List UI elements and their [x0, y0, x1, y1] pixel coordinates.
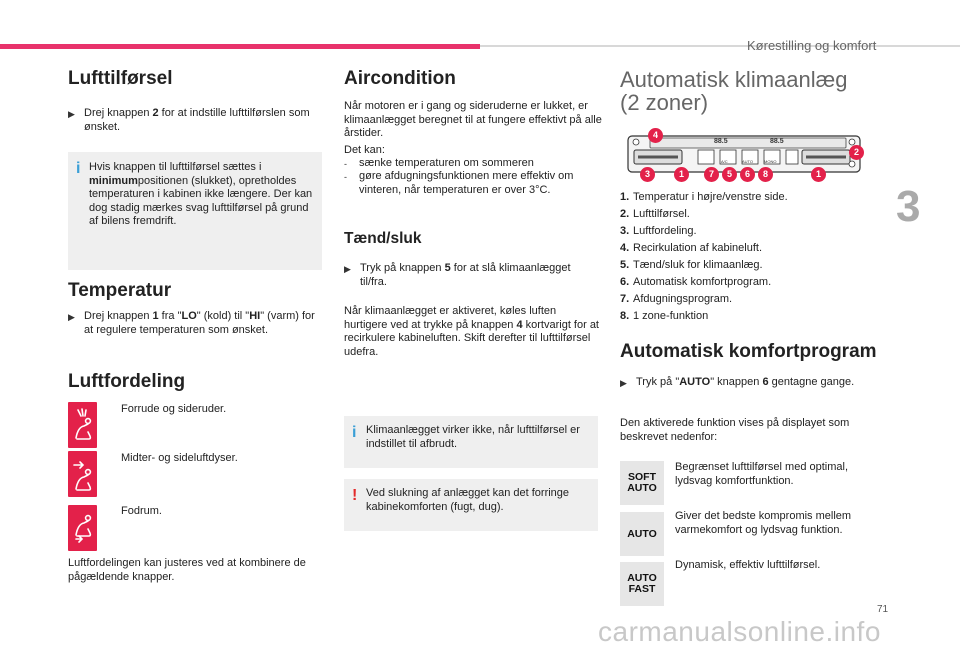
aircon-info-box: [344, 416, 598, 468]
panel-display-right: 88.5: [770, 138, 784, 145]
temperature-heading: Temperatur: [68, 280, 172, 301]
temperature-instruction: ▶ Drej knappen 1 fra "LO" (kold) til "HI" (varm) for at regulere temperaturen som ønsket.: [68, 310, 315, 336]
distribution-label-windshield: Forrude og sideruder.: [121, 403, 227, 415]
aircon-intro: Når motoren er i gang og sideruderne er lukket, er klimaanlægget beregnet til at fungere effektivt på alle årstider.: [344, 100, 602, 139]
callout-2: 2: [849, 145, 864, 160]
windshield-airflow-icon: [68, 402, 97, 448]
info-icon: i: [352, 424, 357, 441]
distribution-label-face: Midter- og sideluftdyser.: [121, 452, 238, 464]
legend-item: 5. Tænd/sluk for klimaanlæg.: [620, 259, 763, 271]
callout-1-right: 1: [811, 167, 826, 182]
air-supply-info-box: [68, 152, 322, 270]
auto-fast-description: Dynamisk, effektiv lufttilførsel.: [675, 559, 821, 571]
air-supply-heading: Lufttilførsel: [68, 68, 173, 89]
panel-display-left: 88.5: [714, 138, 728, 145]
watermark: carmanualsonline.info: [598, 616, 881, 647]
warning-icon: !: [352, 487, 358, 504]
on-off-instruction: ▶ Tryk på knappen 5 for at slå klimaanlægget til/fra.: [344, 262, 571, 288]
aircon-warning-text: Ved slukning af anlægget kan det forringe kabinekomforten (fugt, dug).: [366, 487, 570, 513]
legend-item: 1. Temperatur i højre/venstre side.: [620, 191, 788, 203]
info-icon: i: [76, 160, 81, 177]
arrow-bullet-icon: ▶: [68, 109, 75, 119]
arrow-bullet-icon: ▶: [344, 264, 351, 274]
callout-7: 7: [704, 167, 719, 182]
panel-legend: [620, 191, 860, 327]
legend-item: 6. Automatisk komfortprogram.: [620, 276, 772, 288]
auto-icon: AUTO: [620, 512, 664, 556]
legend-item: 8. 1 zone-funktion: [620, 310, 709, 322]
air-supply-info-text: Hvis knappen til lufttilførsel sættes i minimumpositionen (slukket), opretholdes temperaturen i kabinen ikke længere. Der kan dog stadig mærkes svag lufttilførsel på grund af bilens fremdrift.: [89, 161, 313, 227]
air-distribution-heading: Luftfordeling: [68, 371, 186, 392]
on-off-paragraph: Når klimaanlægget er aktiveret, køles luften hurtigere ved at trykke på knappen 4 kortvarigt for at recirkulere kabineluften. Skift derefter til lufttilførsel udefra.: [344, 305, 599, 358]
callout-1: 1: [674, 167, 689, 182]
callout-5: 5: [722, 167, 737, 182]
legend-item: 2. Lufttilførsel.: [620, 208, 690, 220]
aircon-warning-box: [344, 479, 598, 531]
auto-comfort-instruction: ▶ Tryk på "AUTO" knappen 6 gentagne gange.: [620, 376, 870, 391]
aircon-heading: Aircondition: [344, 68, 456, 89]
page-number: 71: [877, 604, 889, 615]
panel-ac-label: A/C: [721, 159, 728, 164]
header-accent-bar: [0, 44, 480, 49]
soft-auto-description: Begrænset lufttilførsel med optimal, lydsvag komfortfunktion.: [675, 461, 849, 487]
callout-4: 4: [648, 128, 663, 143]
aircon-info-text: Klimaanlægget virker ikke, når lufttilførsel er indstillet til afbrudt.: [366, 424, 580, 450]
face-airflow-icon: [68, 451, 97, 497]
arrow-bullet-icon: ▶: [620, 378, 627, 388]
aircon-list-item: - gøre afdugningsfunktionen mere effektiv om vinteren, når temperaturen er over 3°C.: [344, 170, 574, 196]
aircon-can-do: Det kan:: [344, 144, 385, 156]
auto-description: Giver det bedste kompromis mellem varmekomfort og lydsvag funktion.: [675, 510, 852, 536]
callout-6: 6: [740, 167, 755, 182]
section-title: Kørestilling og komfort: [747, 38, 877, 53]
air-distribution-note: Luftfordelingen kan justeres ved at kombinere de pågældende knapper.: [68, 557, 306, 583]
legend-item: 3. Luftfordeling.: [620, 225, 697, 237]
callout-8: 8: [758, 167, 773, 182]
chapter-number: 3: [896, 182, 921, 231]
distribution-label-foot: Fodrum.: [121, 505, 162, 517]
legend-item: 4. Recirkulation af kabineluft.: [620, 242, 763, 254]
aircon-list-item: - sænke temperaturen om sommeren: [344, 157, 534, 169]
header-rule: [480, 45, 960, 47]
auto-comfort-heading: Automatisk komfortprogram: [620, 341, 877, 362]
panel-mono-label: MONO: [764, 159, 777, 164]
auto-comfort-paragraph: Den aktiverede funktion vises på displayet som beskrevet nedenfor:: [620, 417, 850, 443]
on-off-heading: Tænd/sluk: [344, 230, 422, 247]
panel-auto-label: AUTO: [742, 159, 754, 164]
soft-auto-icon: SOFT AUTO: [620, 461, 664, 505]
foot-airflow-icon: [68, 505, 97, 551]
auto-fast-icon: AUTO FAST: [620, 562, 664, 606]
arrow-bullet-icon: ▶: [68, 312, 75, 322]
auto-climate-title: Automatisk klimaanlæg (2 zoner): [620, 67, 848, 115]
callout-3: 3: [640, 167, 655, 182]
air-supply-instruction: ▶ Drej knappen 2 for at indstille lufttilførslen som ønsket.: [68, 107, 310, 133]
legend-item: 7. Afdugningsprogram.: [620, 293, 733, 305]
